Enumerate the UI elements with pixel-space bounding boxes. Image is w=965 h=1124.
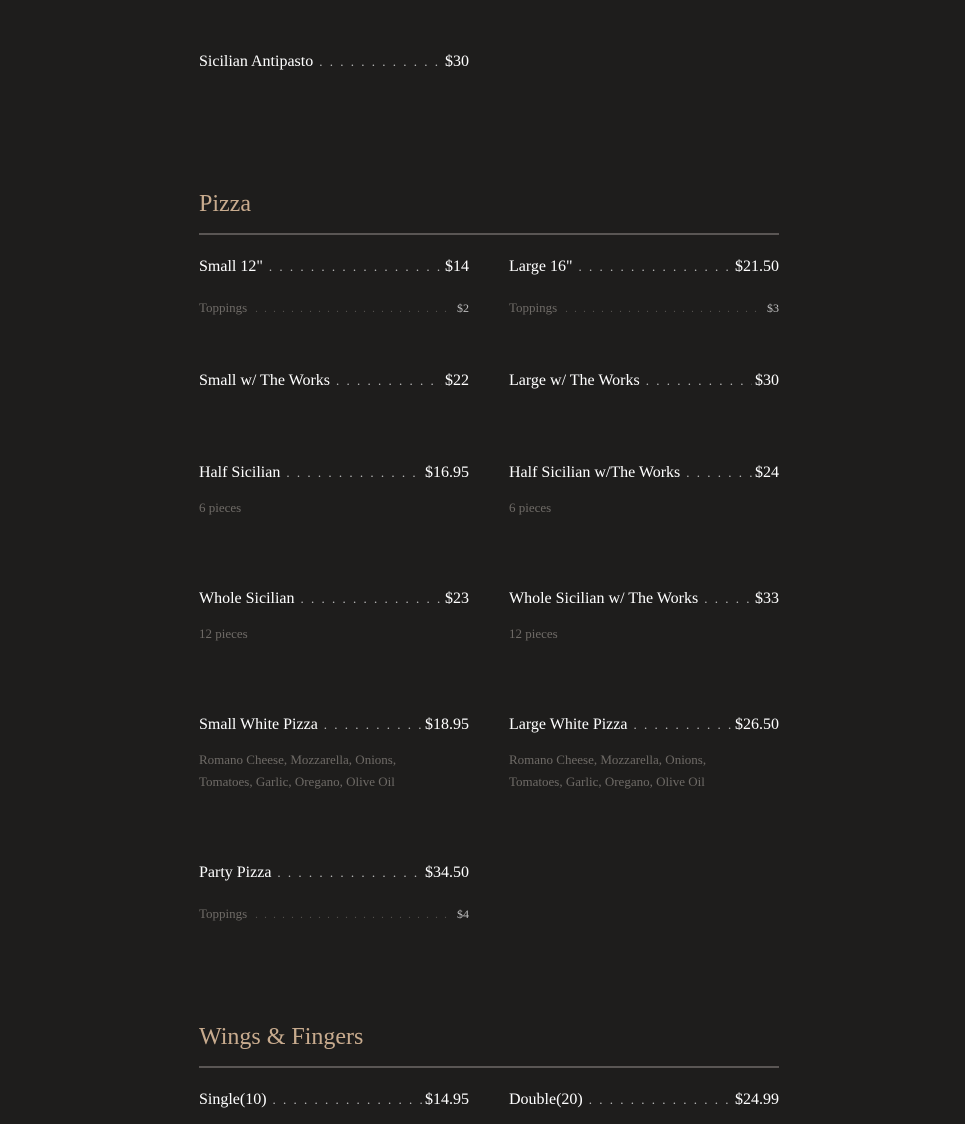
- leader-dots: [704, 589, 752, 609]
- item-name: Half Sicilian w/The Works: [509, 464, 681, 481]
- leader-dots: [633, 715, 732, 735]
- leader-dots: [336, 371, 442, 391]
- toppings-label: Toppings: [199, 300, 248, 315]
- item-price: $24.99: [735, 1091, 779, 1108]
- item-name: Whole Sicilian: [199, 590, 295, 607]
- menu-item-wings-double: [509, 1090, 779, 1110]
- toppings-price: $4: [457, 907, 469, 921]
- menu-item-large-works: [509, 371, 779, 391]
- leader-dots: [255, 907, 454, 925]
- toppings-line-small: [199, 299, 469, 319]
- item-name: Party Pizza: [199, 864, 272, 881]
- item-price: $16.95: [425, 464, 469, 481]
- leader-dots: [301, 589, 442, 609]
- item-price: $34.50: [425, 864, 469, 881]
- menu-item-large-white-pizza: [509, 715, 779, 735]
- section-title-wings: Wings & Fingers: [199, 1024, 364, 1050]
- item-price: $23: [445, 590, 469, 607]
- menu-item-whole-sicilian-works: [509, 589, 779, 609]
- item-price: $14.95: [425, 1091, 469, 1108]
- item-name: Double(20): [509, 1091, 583, 1108]
- section-divider: [199, 1066, 779, 1068]
- menu-item-sicilian-antipasto: [199, 52, 469, 72]
- item-price: $22: [445, 372, 469, 389]
- leader-dots: [273, 1090, 422, 1110]
- menu-item-party-pizza: [199, 863, 469, 883]
- menu-item-small-white-pizza: [199, 715, 469, 735]
- leader-dots: [646, 371, 752, 391]
- leader-dots: [269, 257, 442, 277]
- menu-item-wings-single: [199, 1090, 469, 1110]
- menu-item-whole-sicilian: [199, 589, 469, 609]
- section-title-pizza: Pizza: [199, 191, 251, 217]
- item-name: Large White Pizza: [509, 716, 628, 733]
- toppings-line-party: [199, 905, 469, 925]
- toppings-price: $3: [767, 301, 779, 315]
- item-description: 12 pieces: [199, 626, 248, 641]
- item-description: 6 pieces: [199, 500, 242, 515]
- leader-dots: [579, 257, 732, 277]
- menu-item-half-sicilian-works: [509, 463, 779, 483]
- toppings-line-large: [509, 299, 779, 319]
- toppings-label: Toppings: [509, 300, 558, 315]
- leader-dots: [589, 1090, 732, 1110]
- leader-dots: [277, 863, 422, 883]
- item-price: $30: [755, 372, 779, 389]
- item-price: $14: [445, 258, 469, 275]
- menu-item-half-sicilian: [199, 463, 469, 483]
- item-name: Large w/ The Works: [509, 372, 640, 389]
- menu-item-large-16: [509, 257, 779, 277]
- toppings-price: $2: [457, 301, 469, 315]
- item-description: Romano Cheese, Mozzarella, Onions, Tomatoes, Garlic, Oregano, Olive Oil: [509, 752, 707, 789]
- leader-dots: [324, 715, 422, 735]
- leader-dots: [286, 463, 422, 483]
- item-description: 6 pieces: [509, 500, 552, 515]
- leader-dots: [255, 301, 454, 319]
- item-name: Sicilian Antipasto: [199, 53, 314, 70]
- item-price: $30: [445, 53, 469, 70]
- menu-item-small-12: [199, 257, 469, 277]
- item-description: 12 pieces: [509, 626, 558, 641]
- item-name: Small White Pizza: [199, 716, 318, 733]
- leader-dots: [565, 301, 764, 319]
- item-name: Single(10): [199, 1091, 267, 1108]
- toppings-label: Toppings: [199, 906, 248, 921]
- item-name: Small 12": [199, 258, 263, 275]
- item-name: Small w/ The Works: [199, 372, 331, 389]
- item-price: $18.95: [425, 716, 469, 733]
- item-price: $21.50: [735, 258, 779, 275]
- section-divider: [199, 233, 779, 235]
- item-name: Large 16": [509, 258, 573, 275]
- item-price: $33: [755, 590, 779, 607]
- menu-item-small-works: [199, 371, 469, 391]
- item-price: $24: [755, 464, 779, 481]
- item-name: Half Sicilian: [199, 464, 281, 481]
- leader-dots: [319, 52, 442, 72]
- leader-dots: [686, 463, 752, 483]
- item-price: $26.50: [735, 716, 779, 733]
- item-description: Romano Cheese, Mozzarella, Onions, Tomatoes, Garlic, Oregano, Olive Oil: [199, 752, 397, 789]
- item-name: Whole Sicilian w/ The Works: [509, 590, 699, 607]
